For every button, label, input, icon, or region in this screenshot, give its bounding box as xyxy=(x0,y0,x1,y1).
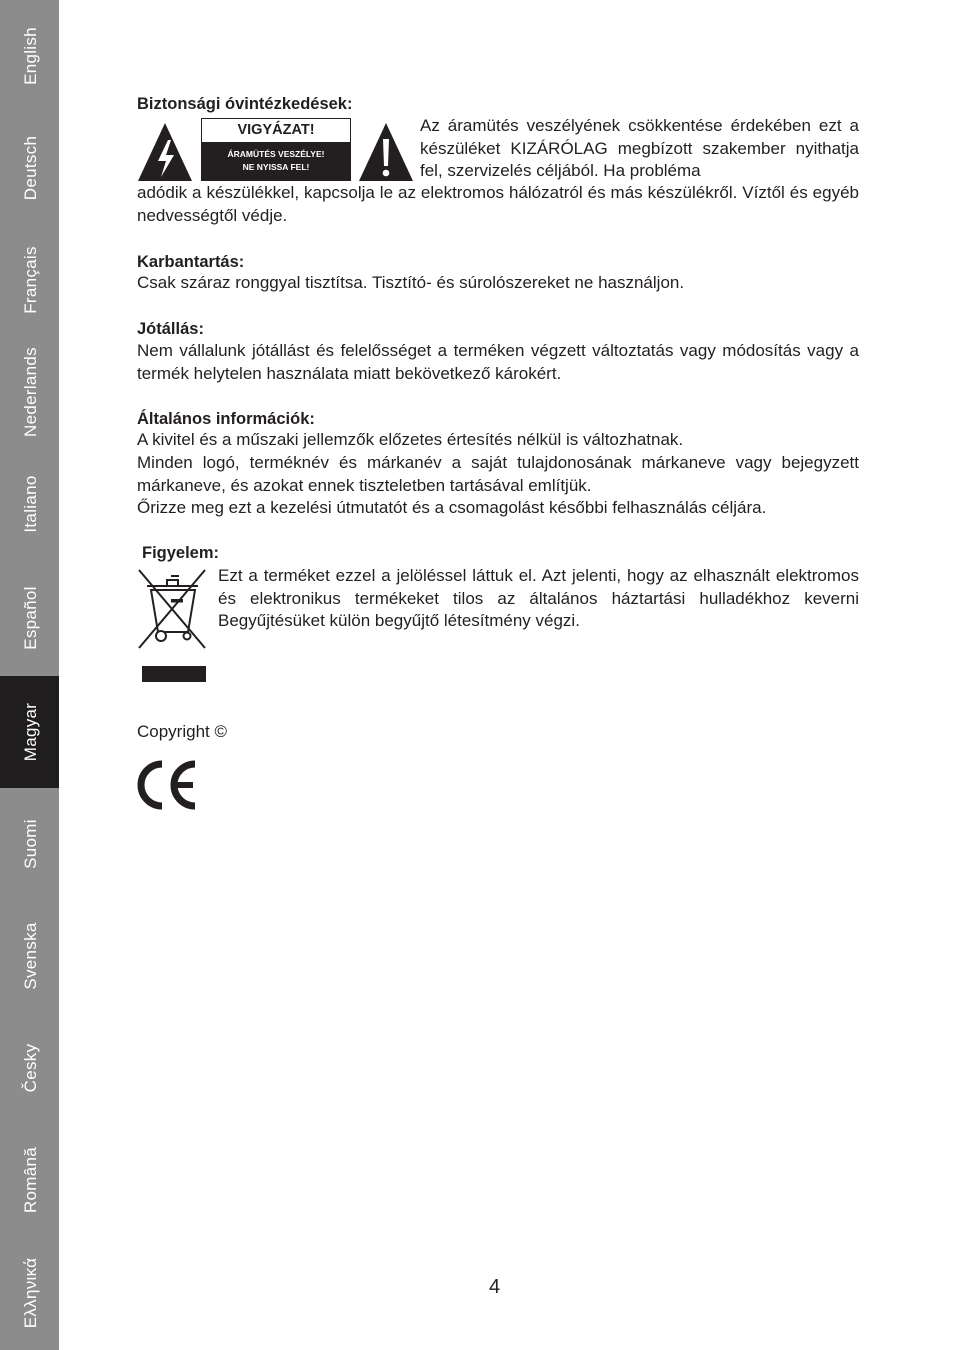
tab-label: Suomi xyxy=(21,819,40,869)
crossed-out-wheelie-bin-icon xyxy=(137,566,211,684)
tab-label: Français xyxy=(21,246,40,314)
tab-ellinika[interactable] xyxy=(0,1236,59,1350)
tab-espanol[interactable] xyxy=(0,560,59,676)
safety-heading: Biztonsági óvintézkedések: xyxy=(137,95,353,113)
tab-cesky[interactable] xyxy=(0,1012,59,1124)
tab-svenska[interactable] xyxy=(0,900,59,1012)
general-line3: Őrizze meg ezt a kezelési útmutatót és a csomagolást későbbi felhasználás céljára. xyxy=(137,498,767,517)
general-line2: Minden logó, terméknév és márkanév a saját tulajdonosának márkaneve vagy bejegyzett márkaneve, és azokat ennek tiszteletben tartásával említjük. xyxy=(137,453,859,495)
warranty-heading: Jótállás: xyxy=(137,320,204,338)
tab-magyar[interactable] xyxy=(0,676,59,788)
tab-francais[interactable] xyxy=(0,224,59,336)
general-heading: Általános információk: xyxy=(137,410,315,428)
tab-label: English xyxy=(21,27,40,85)
tab-label: Română xyxy=(21,1146,40,1214)
general-line1: A kivitel és a műszaki jellemzők előzetes értesítés nélkül is változhatnak. xyxy=(137,430,684,449)
copyright-text: Copyright © xyxy=(137,722,228,741)
page-number: 4 xyxy=(489,1276,501,1298)
tab-label: Svenska xyxy=(21,922,40,990)
tab-label: Magyar xyxy=(21,702,40,762)
ce-mark-icon xyxy=(137,760,201,810)
tab-suomi[interactable] xyxy=(0,788,59,900)
safety-text-part2: adódik a készülékkel, kapcsolja le az elektromos hálózatról és más készülékről. Víztől és egyéb nedvességtől védje. xyxy=(137,183,859,225)
tab-label: Ελληνικά xyxy=(21,1257,40,1329)
tab-label: Česky xyxy=(21,1043,40,1093)
safety-text-part1: Az áramütés veszélyének csökkentése érdekében ezt a készüléket KIZÁRÓLAG megbízott szakember nyithatja fel, szervizelés céljából. Ha probléma xyxy=(420,116,859,180)
warning-label-title: VIGYÁZAT! xyxy=(202,119,350,142)
tab-label: Nederlands xyxy=(21,347,40,437)
attention-heading: Figyelem: xyxy=(142,544,220,562)
tab-deutsch[interactable] xyxy=(0,112,59,224)
tab-italiano[interactable] xyxy=(0,448,59,560)
warning-label-line1: ÁRAMÜTÉS VESZÉLYE! xyxy=(227,149,325,159)
language-sidebar xyxy=(0,0,59,1350)
attention-text: Ezt a terméket ezzel a jelöléssel láttuk el. Azt jelenti, hogy az elhasznált elektromos és elektronikus termékeket tilos az általános háztartási hulladékhoz keverni Begyűjtésüket külön begyűjtő létesítmény végzi. xyxy=(218,566,859,630)
maintenance-text: Csak száraz ronggyal tisztítsa. Tisztító- és súrolószereket ne használjon. xyxy=(137,273,685,292)
maintenance-heading: Karbantartás: xyxy=(137,253,245,271)
tab-english[interactable] xyxy=(0,0,59,112)
warning-label xyxy=(201,118,351,181)
tab-label: Italiano xyxy=(21,475,40,533)
tab-romana[interactable] xyxy=(0,1124,59,1236)
exclamation-warning-icon xyxy=(358,122,414,182)
tab-nederlands[interactable] xyxy=(0,336,59,448)
warning-label-line2: NE NYISSA FEL! xyxy=(242,162,310,172)
tab-label: Deutsch xyxy=(21,135,40,201)
lightning-warning-icon xyxy=(137,122,193,182)
tab-label: Español xyxy=(21,586,40,650)
warranty-text: Nem vállalunk jótállást és felelősséget a terméken végzett változtatás vagy módosítás vagy a termék helytelen használata miatt bekövetkező károkért. xyxy=(137,341,859,383)
